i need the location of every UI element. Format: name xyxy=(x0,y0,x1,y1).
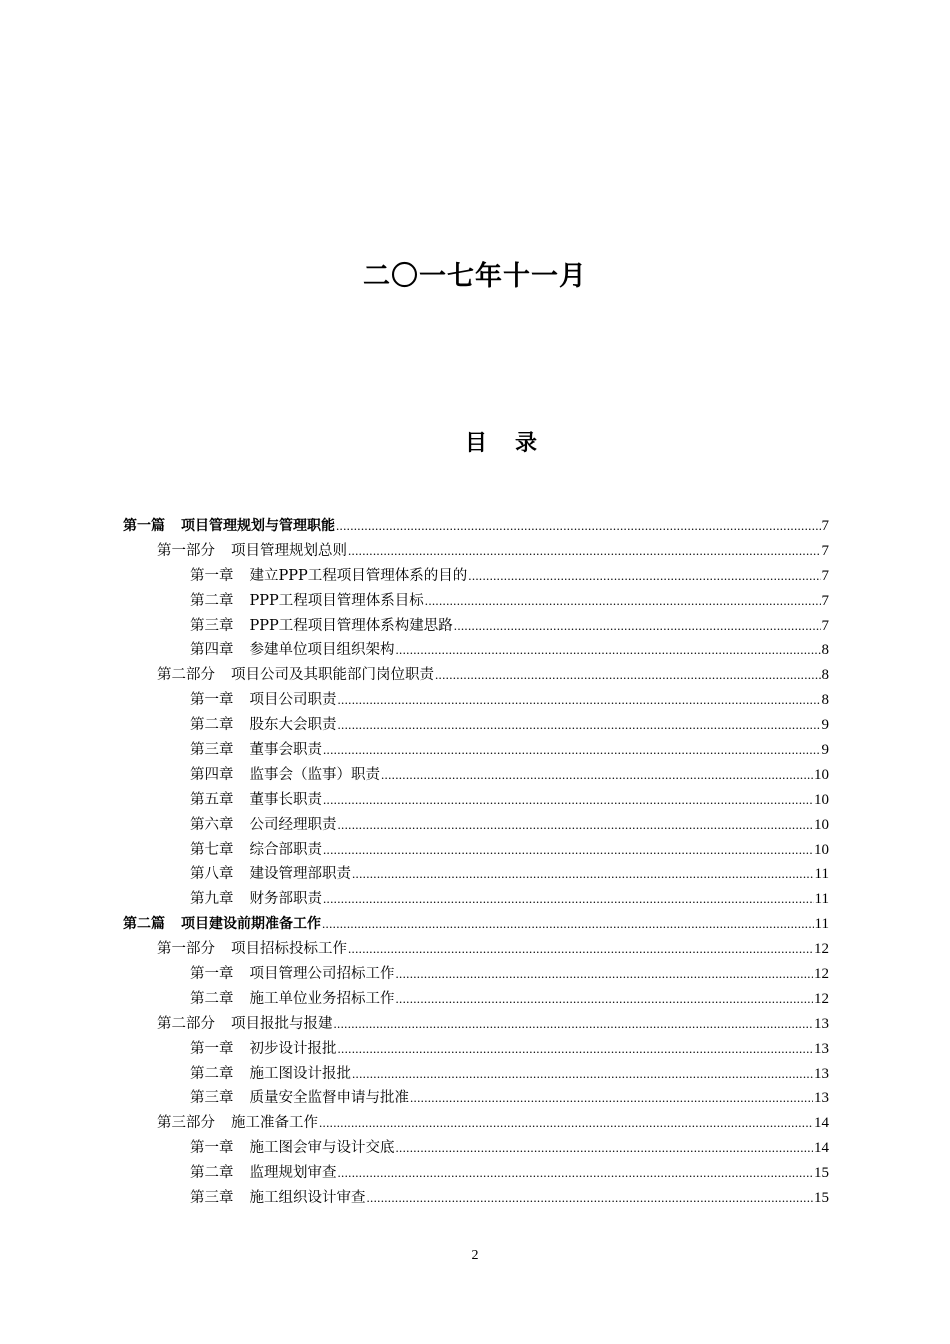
toc-entry-page: 7 xyxy=(821,518,829,534)
toc-entry-page: 13 xyxy=(814,1040,829,1057)
toc-entry[interactable] xyxy=(190,1161,829,1186)
toc-entry-page: 13 xyxy=(814,1015,829,1032)
toc-entry-number: 第一部分 xyxy=(157,941,215,958)
toc-dot-leader xyxy=(425,589,821,614)
toc-dot-leader xyxy=(381,763,813,788)
toc-entry[interactable] xyxy=(190,838,829,863)
toc-entry-number: 第二章 xyxy=(190,1065,234,1082)
toc-entry[interactable] xyxy=(157,937,829,962)
toc-entry[interactable] xyxy=(123,912,829,937)
toc-entry[interactable] xyxy=(190,1037,829,1062)
toc-heading xyxy=(0,426,950,457)
toc-entry[interactable] xyxy=(190,763,829,788)
toc-entry-title: 施工图设计报批 xyxy=(249,1065,351,1082)
document-date: 二〇一七年十一月 xyxy=(363,261,587,292)
toc-dot-leader xyxy=(396,1136,814,1161)
toc-entry-title: 项目管理公司招标工作 xyxy=(249,966,395,983)
toc-entry[interactable] xyxy=(190,589,829,614)
toc-entry-number: 第一章 xyxy=(190,966,234,983)
toc-entry-title: 建设管理部职责 xyxy=(249,866,351,883)
toc-entry-page: 8 xyxy=(821,692,829,709)
toc-entry-number: 第二部分 xyxy=(157,667,215,684)
toc-dot-leader xyxy=(396,962,814,987)
toc-entry[interactable] xyxy=(190,862,829,887)
toc-dot-leader xyxy=(352,862,814,887)
toc-entry-number: 第一篇 xyxy=(123,518,165,534)
toc-entry-page: 7 xyxy=(821,592,829,609)
toc-entry-page: 14 xyxy=(814,1115,829,1132)
toc-dot-leader xyxy=(338,688,821,713)
toc-entry-title: 施工单位业务招标工作 xyxy=(249,990,395,1007)
toc-entry-number: 第三章 xyxy=(190,617,234,634)
toc-dot-leader xyxy=(396,638,821,663)
toc-entry-page: 15 xyxy=(814,1165,829,1182)
toc-entry[interactable] xyxy=(190,788,829,813)
toc-dot-leader xyxy=(323,738,821,763)
toc-entry[interactable] xyxy=(190,1136,829,1161)
toc-entry-page: 11 xyxy=(814,916,829,933)
toc-entry-title: 董事会职责 xyxy=(249,742,322,759)
toc-entry-title: 初步设计报批 xyxy=(249,1040,337,1057)
toc-entry-page: 13 xyxy=(814,1065,829,1082)
toc-dot-leader xyxy=(348,539,821,564)
toc-entry-number: 第一章 xyxy=(190,692,234,709)
toc-entry[interactable] xyxy=(190,688,829,713)
toc-entry-title: PPP工程项目管理体系构建思路 xyxy=(249,617,453,634)
toc-dot-leader xyxy=(338,1037,814,1062)
toc-entry-page: 10 xyxy=(814,791,829,808)
toc-entry[interactable] xyxy=(190,962,829,987)
toc-entry-title: 项目管理规划总则 xyxy=(231,542,347,559)
toc-entry-title: 监理规划审查 xyxy=(249,1165,337,1182)
toc-entry-title: 项目报批与报建 xyxy=(231,1015,333,1032)
toc-entry[interactable] xyxy=(190,564,829,589)
toc-entry-title: 财务部职责 xyxy=(249,891,322,908)
toc-entry-number: 第三部分 xyxy=(157,1115,215,1132)
toc-dot-leader xyxy=(338,713,821,738)
toc-entry-page: 10 xyxy=(814,816,829,833)
toc-entry-page: 13 xyxy=(814,1090,829,1107)
toc-entry-title: 股东大会职责 xyxy=(249,717,337,734)
toc-entry-page: 9 xyxy=(821,742,829,759)
toc-dot-leader xyxy=(336,514,821,539)
toc-entry-number: 第七章 xyxy=(190,841,234,858)
toc-entry-title: 综合部职责 xyxy=(249,841,322,858)
toc-entry-page: 15 xyxy=(814,1190,829,1207)
toc-dot-leader xyxy=(352,1062,813,1087)
toc-dot-leader xyxy=(348,937,813,962)
table-of-contents xyxy=(0,514,950,1211)
toc-entry[interactable] xyxy=(190,713,829,738)
toc-entry[interactable] xyxy=(190,1186,829,1211)
toc-dot-leader xyxy=(435,663,821,688)
toc-dot-leader xyxy=(410,1086,813,1111)
toc-entry[interactable] xyxy=(190,813,829,838)
toc-entry-title: 项目招标投标工作 xyxy=(231,941,347,958)
toc-entry-title: PPP工程项目管理体系目标 xyxy=(249,592,424,609)
toc-dot-leader xyxy=(338,813,814,838)
toc-entry-title: 董事长职责 xyxy=(249,791,322,808)
toc-entry-title: 施工组织设计审查 xyxy=(249,1190,366,1207)
toc-entry[interactable] xyxy=(157,663,829,688)
toc-entry-number: 第九章 xyxy=(190,891,234,908)
toc-entry-number: 第八章 xyxy=(190,866,234,883)
toc-entry-number: 第一章 xyxy=(190,1040,234,1057)
toc-dot-leader xyxy=(322,912,814,937)
toc-entry-page: 12 xyxy=(814,966,829,983)
toc-entry-number: 第二章 xyxy=(190,592,234,609)
toc-entry-number: 第二篇 xyxy=(123,916,165,933)
toc-entry-title: 项目公司及其职能部门岗位职责 xyxy=(231,667,434,684)
toc-entry-page: 7 xyxy=(821,567,829,584)
toc-entry-title: 监事会（监事）职责 xyxy=(249,766,380,783)
toc-entry-title: 项目建设前期准备工作 xyxy=(181,916,321,933)
toc-entry-number: 第二章 xyxy=(190,717,234,734)
toc-entry-number: 第二部分 xyxy=(157,1015,215,1032)
toc-entry-title: 施工准备工作 xyxy=(231,1115,318,1132)
toc-entry-page: 12 xyxy=(814,990,829,1007)
toc-entry-number: 第一章 xyxy=(190,1140,234,1157)
toc-dot-leader xyxy=(323,838,813,863)
toc-entry-page: 7 xyxy=(821,542,829,559)
toc-heading-part1: 目 xyxy=(464,431,489,456)
toc-entry[interactable] xyxy=(157,1012,829,1037)
toc-dot-leader xyxy=(454,614,821,639)
toc-entry-title: 质量安全监督申请与批准 xyxy=(249,1090,409,1107)
toc-entry-number: 第一章 xyxy=(190,567,234,584)
toc-dot-leader xyxy=(338,1161,814,1186)
toc-dot-leader xyxy=(334,1012,814,1037)
toc-dot-leader xyxy=(319,1111,813,1136)
toc-entry-number: 第三章 xyxy=(190,1190,234,1207)
toc-entry[interactable] xyxy=(190,887,829,912)
toc-dot-leader xyxy=(468,564,820,589)
toc-entry[interactable] xyxy=(123,514,829,539)
toc-entry-page: 8 xyxy=(821,642,829,659)
toc-dot-leader xyxy=(396,987,814,1012)
toc-entry[interactable] xyxy=(157,1111,829,1136)
toc-heading-part2: 录 xyxy=(515,431,540,456)
toc-entry-page: 9 xyxy=(821,717,829,734)
toc-entry-title: 施工图会审与设计交底 xyxy=(249,1140,395,1157)
toc-entry-number: 第三章 xyxy=(190,742,234,759)
toc-entry[interactable] xyxy=(190,1086,829,1111)
toc-entry-page: 7 xyxy=(821,617,829,634)
toc-dot-leader xyxy=(323,788,813,813)
toc-entry[interactable] xyxy=(190,738,829,763)
toc-entry-title: 参建单位项目组织架构 xyxy=(249,642,395,659)
toc-entry-page: 10 xyxy=(814,841,829,858)
toc-entry[interactable] xyxy=(190,987,829,1012)
toc-entry-title: 项目管理规划与管理职能 xyxy=(181,518,335,534)
toc-entry-number: 第三章 xyxy=(190,1090,234,1107)
toc-entry-number: 第二章 xyxy=(190,990,234,1007)
toc-entry-number: 第二章 xyxy=(190,1165,234,1182)
toc-entry-page: 12 xyxy=(814,941,829,958)
toc-entry-page: 11 xyxy=(814,866,829,883)
toc-entry-title: 建立PPP工程项目管理体系的目的 xyxy=(249,567,468,584)
toc-entry-page: 8 xyxy=(821,667,829,684)
toc-entry[interactable] xyxy=(190,638,829,663)
page-number: 2 xyxy=(471,1248,479,1263)
toc-dot-leader xyxy=(367,1186,814,1211)
toc-dot-leader xyxy=(323,887,814,912)
toc-entry-number: 第六章 xyxy=(190,816,234,833)
toc-entry[interactable] xyxy=(190,614,829,639)
toc-entry-page: 14 xyxy=(814,1140,829,1157)
toc-entry-number: 第一部分 xyxy=(157,542,215,559)
toc-entry[interactable] xyxy=(157,539,829,564)
toc-entry-page: 10 xyxy=(814,766,829,783)
toc-entry-number: 第四章 xyxy=(190,766,234,783)
toc-entry-number: 第五章 xyxy=(190,791,234,808)
toc-entry-number: 第四章 xyxy=(190,642,234,659)
toc-entry[interactable] xyxy=(190,1062,829,1087)
toc-entry-title: 公司经理职责 xyxy=(249,816,337,833)
toc-entry-page: 11 xyxy=(814,891,829,908)
toc-entry-title: 项目公司职责 xyxy=(249,692,337,709)
